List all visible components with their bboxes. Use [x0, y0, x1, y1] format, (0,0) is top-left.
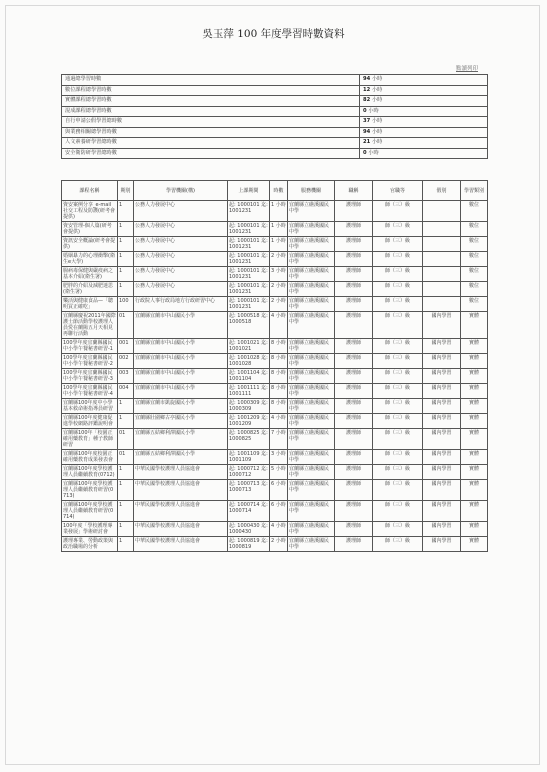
table-row	[62, 297, 488, 312]
summary-row	[62, 117, 488, 128]
cell-type: 實體	[461, 399, 488, 414]
cell-service: 宜蘭縣立礁溪國民中學	[288, 339, 335, 354]
cell-leave	[423, 201, 461, 222]
cell-period: 01	[118, 429, 134, 450]
cell-hours: 6 小時	[270, 480, 288, 501]
cell-leave: 國內學習	[423, 312, 461, 339]
cell-rank: 師（三）級	[373, 480, 423, 501]
cell-hours: 8 小時	[270, 369, 288, 384]
summary-label: 自行申請公假學習總時數	[62, 117, 360, 128]
cell-dates: 起: 1001109 迄: 1001109	[229, 451, 268, 463]
cell-hours: 1 小時	[270, 201, 288, 222]
cell-dates: 起: 1000713 迄: 1000713	[228, 480, 270, 501]
cell-leave	[423, 297, 461, 312]
summary-label: 人文素養研學習總時數	[62, 138, 360, 149]
cell-leave: 國內學習	[423, 354, 461, 369]
cell-course: 宜蘭縣100年度學校護理人員繼續教育研習(0713)	[62, 480, 118, 501]
cell-org: 宜蘭縣五結鄉利澤國民小學	[134, 450, 228, 465]
summary-row	[62, 138, 488, 149]
table-row	[62, 414, 488, 429]
summary-number: 0	[363, 149, 367, 156]
cell-hours: 2 小時	[270, 537, 288, 552]
cell-hours: 7 小時	[270, 429, 288, 450]
cell-dates: 起: 1000825 迄: 1000825	[228, 429, 270, 450]
cell-dates: 起: 1000309 迄: 1000309	[229, 400, 268, 412]
table-header-row	[62, 181, 488, 201]
cell-period: 1	[118, 480, 134, 501]
cell-title: 護理師	[335, 399, 373, 414]
cell-leave	[423, 222, 461, 237]
cell-hours: 6 小時	[270, 501, 288, 522]
cell-period: 1	[118, 537, 134, 552]
cell-type: 數位	[461, 252, 488, 267]
cell-type: 實體	[461, 480, 488, 501]
cell-leave: 國內學習	[423, 480, 461, 501]
cell-service: 宜蘭縣立礁溪國民中學	[288, 501, 335, 522]
summary-row	[62, 85, 488, 96]
cell-service: 宜蘭縣立礁溪國民中學	[288, 465, 335, 480]
cell-dates: 起: 1000101 迄: 1001231	[229, 298, 268, 310]
cell-course: 資安管理-個人篇(研考會提供)	[62, 222, 118, 237]
cell-rank: 師（三）級	[373, 429, 423, 450]
cell-period: 1	[118, 282, 134, 297]
cell-course: 樂活與健康食品—「聰明買正確吃」	[62, 297, 118, 312]
summary-label: 安全衛防研學習總時數	[62, 148, 360, 159]
table-row	[62, 282, 488, 297]
cell-type: 實體	[461, 384, 488, 399]
cell-service: 宜蘭縣立礁溪國民中學	[288, 201, 335, 222]
summary-row	[62, 75, 488, 86]
cell-hours: 8 小時	[270, 339, 288, 354]
cell-leave: 國內學習	[423, 339, 461, 354]
cell-rank: 師（三）級	[373, 384, 423, 399]
cell-dates: 起: 1001021 迄: 1001021	[229, 340, 268, 352]
cell-dates: 起: 1000712 迄: 1000712	[229, 466, 268, 478]
cell-service: 宜蘭縣立礁溪國民中學	[288, 369, 335, 384]
column-header: 服務機關	[288, 181, 335, 201]
cell-org: 公務人力發展中心	[134, 267, 228, 282]
cell-dates: 起: 1000101 迄: 1001231	[229, 253, 268, 265]
cell-org: 公務人力發展中心	[134, 201, 228, 222]
cell-leave	[423, 237, 461, 252]
cell-title: 護理師	[335, 267, 373, 282]
summary-number: 94	[363, 128, 371, 135]
print-link[interactable]: 點讀列印	[456, 66, 479, 72]
cell-type: 實體	[461, 522, 488, 537]
summary-label: 通過總學習時數	[62, 75, 360, 86]
cell-course: 宜蘭縣100年度校園正確用藥教育成果發表會	[62, 450, 118, 465]
cell-course: 宜蘭縣慶祝2011年國際護士節活動學校護理人員愛在蘭陽五月天相見再聯行活動	[63, 313, 116, 337]
cell-hours: 1 小時	[270, 222, 288, 237]
table-row	[62, 339, 488, 354]
cell-org: 宜蘭縣宜蘭市中山國民小學	[134, 354, 228, 369]
cell-period: 1	[118, 222, 134, 237]
cell-rank: 師（三）級	[373, 537, 423, 552]
cell-hours: 3 小時	[270, 267, 288, 282]
column-header: 學習機關(構)	[134, 181, 228, 201]
cell-type: 實體	[461, 354, 488, 369]
cell-period: 003	[118, 369, 134, 384]
cell-service: 宜蘭縣立礁溪國民中學	[288, 267, 335, 282]
cell-leave	[423, 267, 461, 282]
cell-org: 公務人力發展中心	[134, 237, 228, 252]
column-header: 假別	[423, 181, 461, 201]
summary-value	[360, 117, 488, 128]
cell-title: 護理師	[335, 369, 373, 384]
cell-leave	[423, 282, 461, 297]
cell-dates: 起: 1000518 迄: 1000518	[228, 312, 270, 339]
cell-dates: 起: 1000101 迄: 1001231	[228, 201, 270, 222]
cell-hours: 4 小時	[270, 522, 288, 537]
summary-number: 21	[363, 139, 371, 145]
cell-title: 護理師	[335, 384, 373, 399]
column-header: 上課期間	[228, 181, 270, 201]
cell-title: 護理師	[335, 429, 373, 450]
cell-course: 100學年度宜蘭縣國民中小學午餐秘書研習-1	[62, 339, 118, 354]
cell-course: 婚姻暴力的心理衝擊(衛生e大學)	[62, 252, 118, 267]
cell-service: 宜蘭縣立礁溪國民中學	[288, 297, 335, 312]
cell-rank: 師（三）級	[373, 237, 423, 252]
cell-service: 宜蘭縣立礁溪國民中學	[288, 522, 335, 537]
cell-service: 宜蘭縣立礁溪國民中學	[288, 480, 335, 501]
cell-rank: 師（三）級	[373, 267, 423, 282]
table-row	[62, 429, 488, 450]
cell-org: 行政院人事行政局地方行政研習中心	[134, 297, 228, 312]
summary-number: 12	[363, 86, 371, 93]
column-header: 學習類別	[461, 181, 488, 201]
summary-number: 37	[363, 118, 371, 124]
column-header: 官職等	[373, 181, 423, 201]
cell-rank: 師（三）級	[373, 339, 423, 354]
cell-hours: 3 小時	[270, 450, 288, 465]
cell-hours: 8 小時	[270, 384, 288, 399]
cell-org: 宜蘭縣宜蘭市中山國民小學	[134, 312, 228, 339]
summary-number: 94	[363, 76, 371, 82]
table-row	[62, 522, 488, 537]
column-header: 時數	[270, 181, 288, 201]
cell-org: 宜蘭縣宜蘭市中山國民小學	[134, 384, 228, 399]
cell-course: 護理專業、勞動政策與政治職場的分析	[62, 537, 118, 552]
cell-type: 實體	[461, 312, 488, 339]
summary-label: 數位課程總學習時數	[62, 85, 360, 96]
cell-type: 數位	[461, 282, 488, 297]
cell-leave	[423, 252, 461, 267]
cell-course: 宜蘭縣100年「校園正確用藥教育」種子教師研習	[62, 429, 118, 450]
cell-period: 001	[118, 339, 134, 354]
table-row	[62, 450, 488, 465]
summary-value	[360, 75, 488, 86]
cell-rank: 師（三）級	[373, 312, 423, 339]
column-header: 課程名稱	[62, 181, 118, 201]
cell-rank: 師（三）級	[373, 354, 423, 369]
cell-service: 宜蘭縣立礁溪國民中學	[288, 429, 335, 450]
cell-period: 1	[118, 465, 134, 480]
cell-dates: 起: 1000101 迄: 1001231	[229, 268, 268, 280]
cell-leave: 國內學習	[423, 537, 461, 552]
cell-leave: 國內學習	[423, 384, 461, 399]
cell-period: 1	[118, 501, 134, 522]
cell-period: 004	[118, 384, 134, 399]
cell-dates: 起: 1001111 迄: 1001111	[229, 385, 268, 397]
summary-unit: 小時	[371, 97, 383, 103]
cell-title: 護理師	[335, 297, 373, 312]
cell-org: 公務人力發展中心	[134, 282, 228, 297]
cell-org: 公務人力發展中心	[134, 252, 228, 267]
cell-leave: 國內學習	[423, 450, 461, 465]
cell-service: 宜蘭縣立礁溪國民中學	[288, 450, 335, 465]
summary-label: 實體課程總學習時數	[62, 96, 360, 107]
cell-period: 1	[118, 399, 134, 414]
cell-title: 護理師	[335, 450, 373, 465]
cell-course: 100年度「學校護理專業發展」學術研討會	[62, 522, 118, 537]
table-row	[62, 501, 488, 522]
cell-period: 1	[118, 522, 134, 537]
cell-period: 100	[118, 297, 134, 312]
cell-service: 宜蘭縣立礁溪國民中學	[288, 222, 335, 237]
cell-type: 實體	[461, 537, 488, 552]
cell-org: 中華民國學校護理人員協進會	[134, 537, 228, 552]
cell-hours: 5 小時	[270, 465, 288, 480]
cell-org: 中華民國學校護理人員協進會	[134, 501, 228, 522]
cell-title: 護理師	[335, 282, 373, 297]
table-row	[62, 465, 488, 480]
cell-rank: 師（三）級	[373, 522, 423, 537]
cell-course: 資訊安全概論(研考會提供)	[62, 237, 118, 252]
cell-leave: 國內學習	[423, 399, 461, 414]
summary-unit: 小時	[371, 76, 383, 82]
cell-dates: 起: 1000101 迄: 1001231	[229, 223, 268, 235]
cell-rank: 師（三）級	[373, 465, 423, 480]
cell-hours: 4 小時	[270, 414, 288, 429]
cell-hours: 8 小時	[270, 354, 288, 369]
summary-unit: 小時	[371, 139, 383, 145]
cell-type: 實體	[461, 369, 488, 384]
cell-service: 宜蘭縣立礁溪國民中學	[288, 414, 335, 429]
cell-rank: 師（三）級	[373, 399, 423, 414]
cell-org: 宜蘭縣宜蘭市凱旋國民小學	[134, 399, 228, 414]
page-title: 吳玉萍 100 年度學習時數資料	[202, 28, 345, 40]
cell-course: 100學年度宜蘭縣國民中小學午餐秘書研習-4	[62, 384, 118, 399]
table-row	[62, 480, 488, 501]
cell-org: 宜蘭縣壯圍鄉古亭國民小學	[134, 414, 228, 429]
cell-rank: 師（三）級	[373, 282, 423, 297]
cell-rank: 師（三）級	[373, 369, 423, 384]
cell-type: 數位	[461, 222, 488, 237]
summary-unit: 小時	[368, 149, 379, 156]
cell-type: 實體	[461, 339, 488, 354]
summary-number: 82	[363, 97, 371, 103]
cell-period: 002	[118, 354, 134, 369]
cell-course: 宜蘭縣100年度健康促進學校網路評鑑說明會	[62, 414, 118, 429]
cell-course: 宜蘭縣100年度學校護理人員繼續教育研習(0714)	[62, 501, 118, 522]
cell-title: 護理師	[335, 252, 373, 267]
cell-rank: 師（三）級	[373, 222, 423, 237]
cell-type: 實體	[461, 465, 488, 480]
cell-rank: 師（三）級	[373, 252, 423, 267]
cell-org: 公務人力發展中心	[134, 222, 228, 237]
cell-title: 護理師	[335, 465, 373, 480]
cell-dates: 起: 1000714 迄: 1000714	[228, 501, 270, 522]
summary-table	[61, 74, 488, 159]
cell-service: 宜蘭縣立礁溪國民中學	[288, 384, 335, 399]
summary-number: 0	[363, 107, 367, 114]
cell-dates: 起: 1000101 迄: 1001231	[229, 238, 268, 250]
cell-title: 護理師	[335, 201, 373, 222]
cell-title: 護理師	[335, 480, 373, 501]
summary-unit: 小時	[371, 86, 383, 93]
cell-dates: 起: 1001028 迄: 1001028	[229, 355, 268, 367]
cell-rank: 師（三）級	[373, 297, 423, 312]
cell-rank: 師（三）級	[373, 201, 423, 222]
cell-title: 護理師	[335, 237, 373, 252]
cell-rank: 師（三）級	[373, 450, 423, 465]
cell-rank: 師（三）級	[373, 414, 423, 429]
cell-service: 宜蘭縣立礁溪國民中學	[288, 282, 335, 297]
course-table	[61, 180, 488, 552]
cell-course: 腸病毒保健與嚴疫病之基本介紹(衛生署)	[62, 267, 118, 282]
cell-leave: 國內學習	[423, 522, 461, 537]
table-row	[62, 312, 488, 339]
cell-service: 宜蘭縣立礁溪國民中學	[288, 312, 335, 339]
table-row	[62, 252, 488, 267]
cell-org: 宜蘭縣五結鄉利澤國民小學	[134, 429, 228, 450]
cell-period: 1	[118, 237, 134, 252]
cell-title: 護理師	[335, 312, 373, 339]
cell-title: 護理師	[335, 414, 373, 429]
summary-unit: 小時	[368, 107, 379, 114]
column-header: 期別	[118, 181, 134, 201]
column-header: 職稱	[335, 181, 373, 201]
cell-course: 肥胖的介紹及減肥迷思(衛生署)	[62, 282, 118, 297]
cell-service: 宜蘭縣立礁溪國民中學	[288, 354, 335, 369]
summary-value	[360, 138, 488, 149]
table-row	[62, 237, 488, 252]
summary-value	[360, 106, 488, 117]
table-row	[62, 354, 488, 369]
summary-unit: 小時	[371, 118, 383, 124]
cell-period: 1	[118, 252, 134, 267]
summary-row	[62, 127, 488, 138]
cell-title: 護理師	[335, 501, 373, 522]
cell-dates: 起: 1000101 迄: 1001231	[229, 283, 268, 295]
summary-label: 混成課程總學習時數	[62, 106, 360, 117]
table-row	[62, 399, 488, 414]
summary-unit: 小時	[371, 128, 383, 135]
cell-title: 護理師	[335, 339, 373, 354]
summary-label: 與業務相關總學習時數	[62, 127, 360, 138]
table-row	[62, 384, 488, 399]
cell-hours: 2 小時	[270, 282, 288, 297]
cell-leave: 國內學習	[423, 414, 461, 429]
cell-period: 1	[118, 267, 134, 282]
cell-dates: 起: 1001209 迄: 1001209	[229, 415, 268, 427]
cell-type: 實體	[461, 414, 488, 429]
cell-hours: 4 小時	[270, 312, 288, 339]
cell-hours: 2 小時	[270, 252, 288, 267]
cell-service: 宜蘭縣立礁溪國民中學	[288, 252, 335, 267]
cell-dates: 起: 1001104 迄: 1001104	[229, 370, 268, 382]
cell-leave: 國內學習	[423, 369, 461, 384]
cell-leave: 國內學習	[423, 429, 461, 450]
cell-org: 宜蘭縣宜蘭市中山國民小學	[134, 369, 228, 384]
cell-course: 宜蘭縣100年度學校護理人員繼續教育(0712)	[62, 465, 118, 480]
cell-org: 宜蘭縣宜蘭市中山國民小學	[134, 339, 228, 354]
cell-service: 宜蘭縣立礁溪國民中學	[288, 237, 335, 252]
summary-value	[360, 148, 488, 159]
cell-period: 01	[118, 450, 134, 465]
summary-value	[360, 127, 488, 138]
cell-title: 護理師	[335, 522, 373, 537]
cell-hours: 1 小時	[270, 237, 288, 252]
cell-leave: 國內學習	[423, 501, 461, 522]
table-row	[62, 369, 488, 384]
cell-type: 數位	[461, 267, 488, 282]
summary-row	[62, 106, 488, 117]
summary-row	[62, 96, 488, 107]
cell-type: 數位	[461, 201, 488, 222]
cell-dates: 起: 1000430 迄: 1000430	[229, 523, 268, 535]
cell-course: 資安案例分享_e-mail社交工程及防護(研考會提供)	[62, 201, 118, 222]
cell-dates: 起: 1000819 迄: 1000819	[229, 538, 268, 550]
cell-hours: 2 小時	[270, 297, 288, 312]
cell-hours: 8 小時	[270, 399, 288, 414]
table-row	[62, 201, 488, 222]
cell-period: 1	[118, 201, 134, 222]
cell-leave: 國內學習	[423, 465, 461, 480]
cell-type: 數位	[461, 237, 488, 252]
cell-service: 宜蘭縣立礁溪國民中學	[288, 399, 335, 414]
cell-title: 護理師	[335, 354, 373, 369]
summary-value	[360, 85, 488, 96]
table-row	[62, 222, 488, 237]
cell-org: 中華民國學校護理人員協進會	[134, 480, 228, 501]
cell-type: 實體	[461, 450, 488, 465]
cell-period: 01	[118, 312, 134, 339]
summary-row	[62, 148, 488, 159]
cell-title: 護理師	[335, 537, 373, 552]
cell-type: 實體	[461, 501, 488, 522]
table-row	[62, 537, 488, 552]
summary-value	[360, 96, 488, 107]
table-row	[62, 267, 488, 282]
cell-course: 宜蘭縣100年度中小學基本救命術指導員研習	[62, 399, 118, 414]
cell-service: 宜蘭縣立礁溪國民中學	[288, 537, 335, 552]
cell-rank: 師（三）級	[373, 501, 423, 522]
cell-org: 中華民國學校護理人員協進會	[134, 465, 228, 480]
cell-type: 數位	[461, 297, 488, 312]
cell-org: 中華民國學校護理人員協進會	[134, 522, 228, 537]
cell-title: 護理師	[335, 222, 373, 237]
cell-course: 100學年度宜蘭縣國民中小學午餐秘書研習-3	[62, 369, 118, 384]
cell-period: 1	[118, 414, 134, 429]
cell-course: 100學年度宜蘭縣國民中小學午餐秘書研習-2	[62, 354, 118, 369]
cell-type: 實體	[461, 429, 488, 450]
